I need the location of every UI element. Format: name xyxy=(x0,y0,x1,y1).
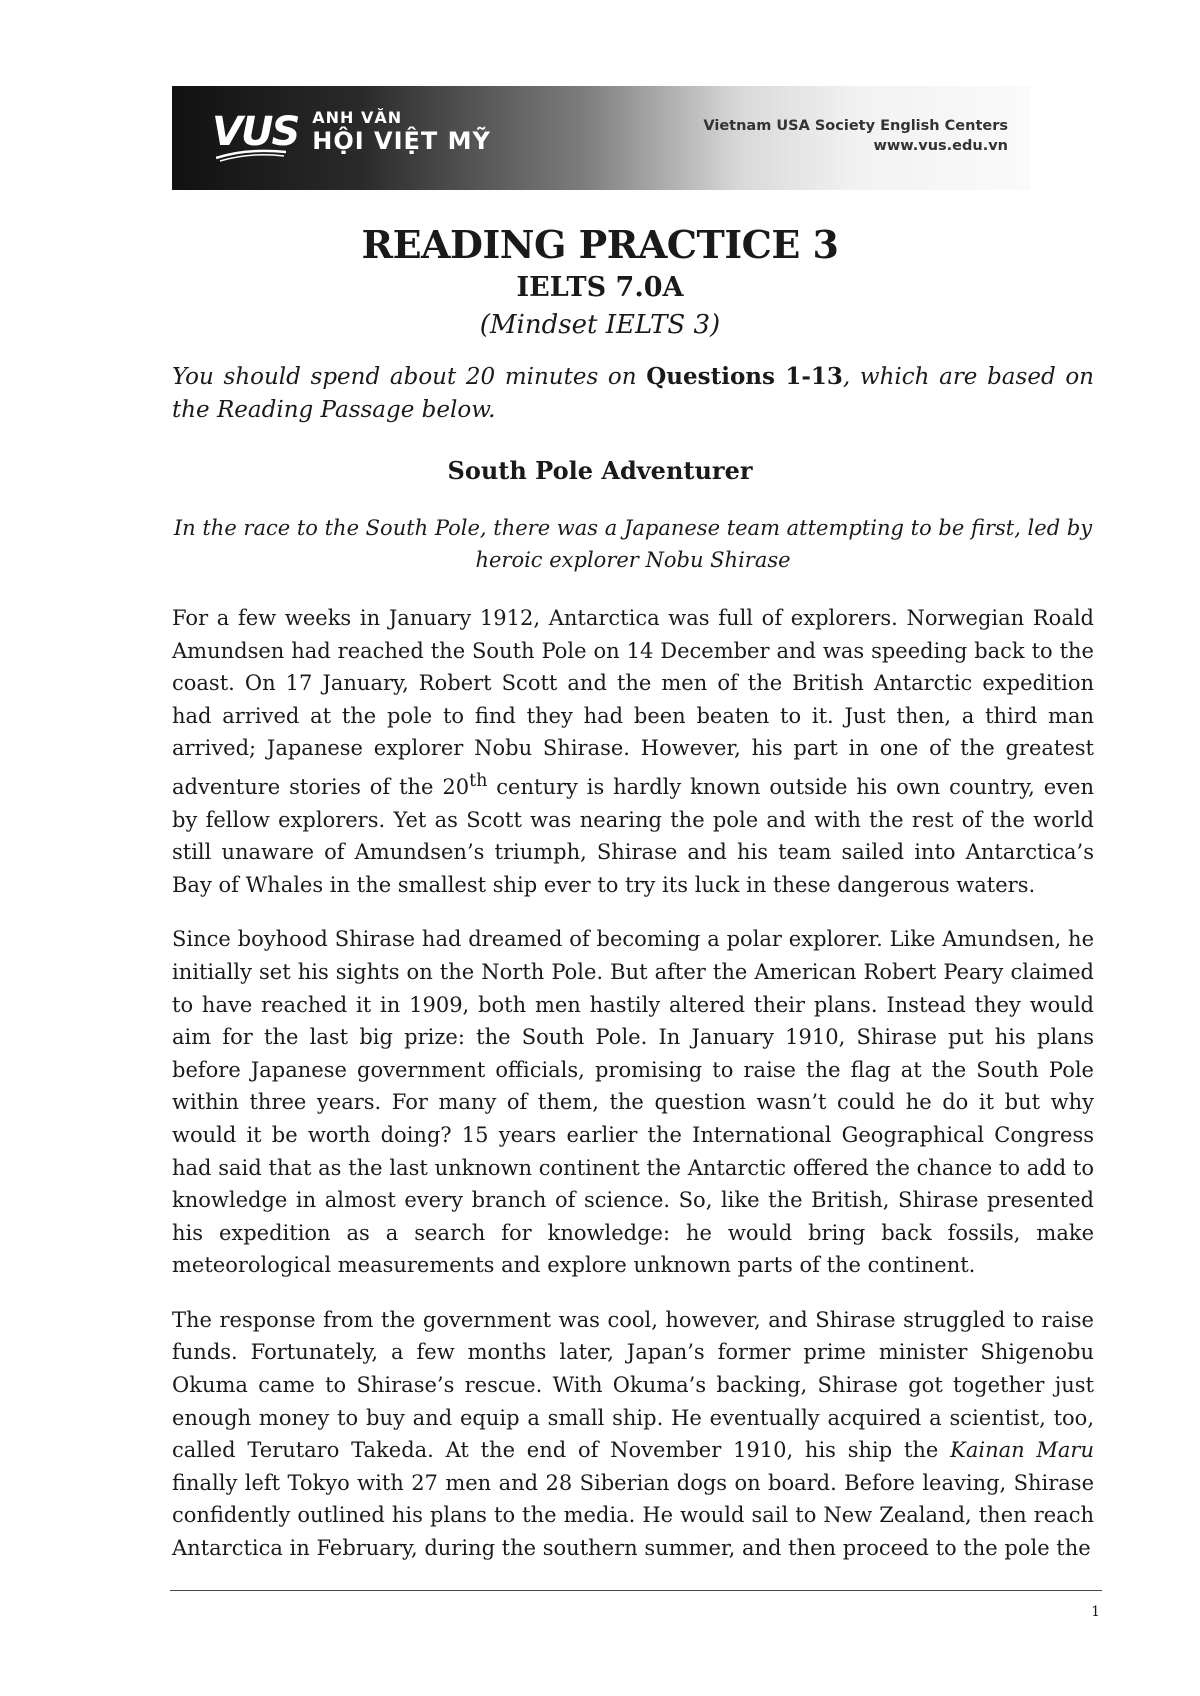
instructions xyxy=(172,360,1094,427)
vus-logo xyxy=(212,110,491,153)
paragraph-1-part-b: century is hardly known outside his own country, even by fellow explorers. Yet as Scott was nearing the pole and with the rest of the world still unaware of Amundsen’s triumph, Shirase and his team sailed into Antarctica’s Bay of Whales in the smallest ship ever to try its luck in these dangerous waters. xyxy=(172,774,1094,897)
source-label: (Mindset IELTS 3) xyxy=(479,310,721,340)
level-label: IELTS 7.0A xyxy=(516,272,684,303)
instructions-after: , which are based on the Reading Passage below. xyxy=(172,364,1094,423)
page-number: 1 xyxy=(1091,1604,1100,1620)
footer-divider xyxy=(170,1590,1102,1591)
banner-org-info xyxy=(703,116,1008,156)
page-title: READING PRACTICE 3 xyxy=(361,222,839,267)
logo-text xyxy=(312,110,491,153)
paragraph-1 xyxy=(172,602,1094,901)
paragraph-3-part-a: The response from the government was cool, however, and Shirase struggled to raise funds. Fortunately, a few months later, Japan’s former prime minister Shigenobu Okuma came to Shirase’s rescue. With Okuma’s backing, Shirase got together just enough money to buy and equip a small ship. He eventually acquired a scientist, too, called Terutaro Takeda. At the end of November 1910, his ship the xyxy=(172,1307,1094,1463)
logo-line1: ANH VĂN xyxy=(312,108,403,127)
logo-swoosh-icon xyxy=(216,148,286,162)
passage-body xyxy=(172,602,1094,1587)
passage-title: South Pole Adventurer xyxy=(447,456,753,485)
website: www.vus.edu.vn xyxy=(873,138,1008,154)
instructions-questions: Questions 1-13 xyxy=(646,363,843,390)
paragraph-2: Since boyhood Shirase had dreamed of becoming a polar explorer. Like Amundsen, he initially set his sights on the North Pole. But after the American Robert Peary claimed to have reached it in 1909, both men hastily altered their plans. Instead they would aim for the last big prize: the South Pole. In January 1910, Shirase put his plans before Japanese government officials, promising to raise the flag at the South Pole within three years. For many of them, the question wasn’t could he do it but why would it be worth doing? 15 years earlier the International Geographical Congress had said that as the last unknown continent the Antarctic offered the chance to add to knowledge in almost every branch of science. So, like the British, Shirase presented his expedition as a search for knowledge: he would bring back fossils, make meteorological measurements and explore unknown parts of the continent. xyxy=(172,927,1094,1278)
header-banner xyxy=(172,86,1030,190)
instructions-before: You should spend about 20 minutes on xyxy=(172,364,647,390)
paragraph-1-part-a: For a few weeks in January 1912, Antarctica was full of explorers. Norwegian Roald Amundsen had reached the South Pole on 14 December and was speeding back to the coast. On 17 January, Robert Scott and the men of the British Antarctic expedition had arrived at the pole to find they had been beaten to it. Just then, a third man arrived; Japanese explorer Nobu Shirase. However, his part in one of the greatest adventure stories of the 20 xyxy=(172,606,1094,799)
passage-subtitle: In the race to the South Pole, there was a Japanese team attempting to be first, led by heroic explorer Nobu Shirase xyxy=(173,516,1093,572)
logo-line2: HỘI VIỆT MỸ xyxy=(312,127,491,155)
ship-name: Kainan Maru xyxy=(950,1438,1094,1463)
org-name: Vietnam USA Society English Centers xyxy=(703,118,1008,134)
ordinal-suffix: th xyxy=(469,770,488,791)
paragraph-3 xyxy=(172,1304,1094,1565)
paragraph-3-part-b: finally left Tokyo with 27 men and 28 Siberian dogs on board. Before leaving, Shirase confidently outlined his plans to the media. He would sail to New Zealand, then reach Antarctica in February, during the southern summer, and then proceed to the pole the xyxy=(172,1470,1094,1561)
logo-mark: VUS xyxy=(212,108,299,155)
